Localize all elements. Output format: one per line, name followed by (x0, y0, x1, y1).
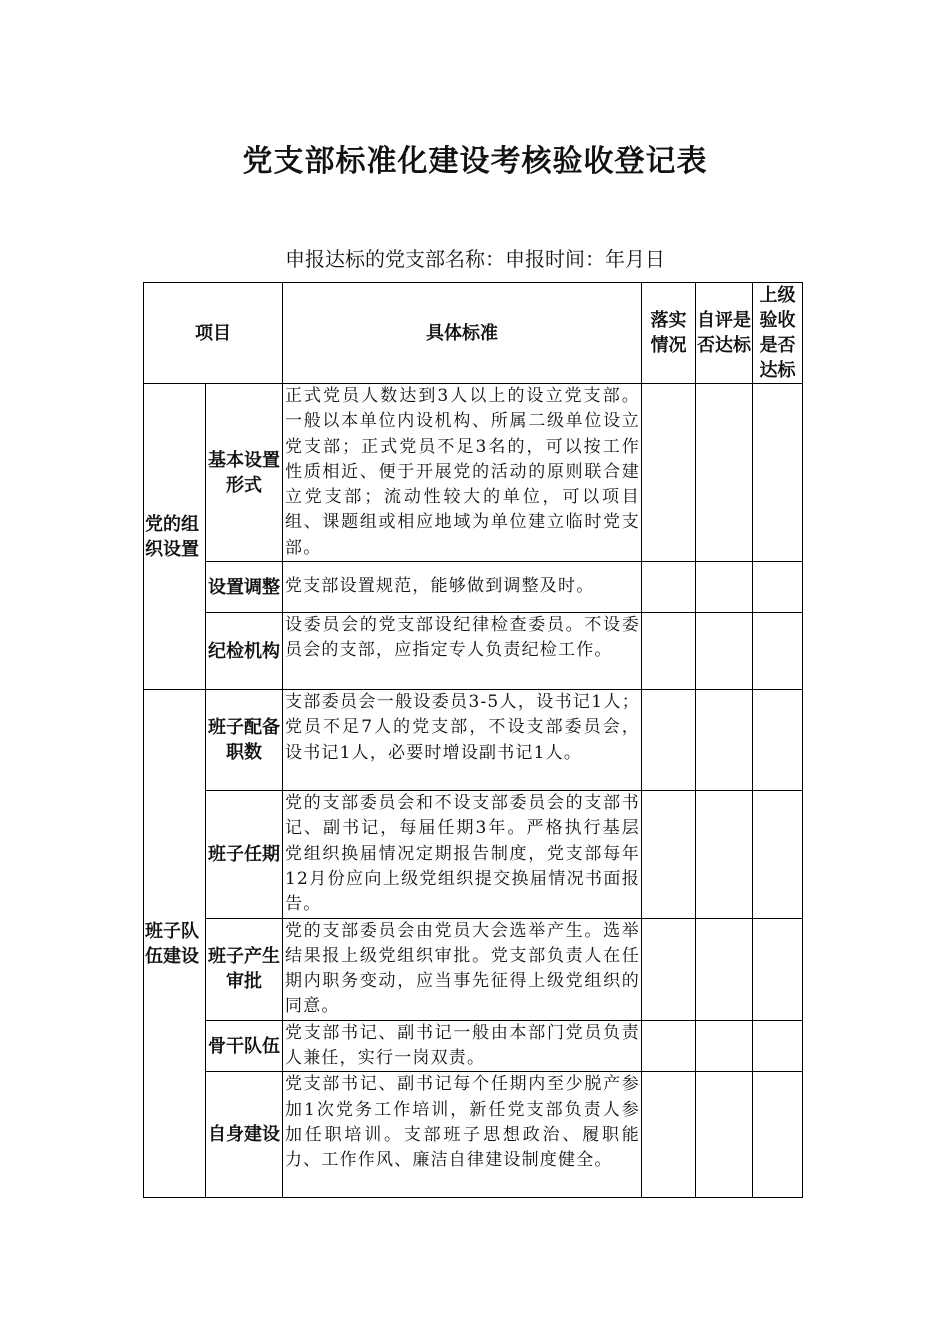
implementation-cell[interactable] (642, 1020, 696, 1072)
superior-check-cell[interactable] (753, 1072, 803, 1198)
assessment-table (143, 282, 803, 1198)
table-row (144, 1020, 803, 1072)
self-eval-cell[interactable] (696, 562, 753, 613)
standard-cell: 支部委员会一般设委员3-5人，设书记1人；党员不足7人的党支部，不设支部委员会，设书记1人，必要时增设副书记1人。 (283, 690, 642, 791)
subitem-cell: 基本设置形式 (206, 384, 283, 562)
document-subtitle: 申报达标的党支部名称：申报时间：年月日 (285, 247, 665, 271)
self-eval-cell[interactable] (696, 1072, 753, 1198)
superior-check-cell[interactable] (753, 918, 803, 1020)
superior-check-cell[interactable] (753, 562, 803, 613)
standard-cell: 党的支部委员会和不设支部委员会的支部书记、副书记，每届任期3年。严格执行基层党组织换届情况定期报告制度，党支部每年12月份应向上级党组织提交换届情况书面报告。 (283, 791, 642, 918)
superior-check-cell[interactable] (753, 1020, 803, 1072)
implementation-cell[interactable] (642, 791, 696, 918)
self-eval-cell[interactable] (696, 384, 753, 562)
superior-check-cell[interactable] (753, 791, 803, 918)
implementation-cell[interactable] (642, 690, 696, 791)
document-title: 党支部标准化建设考核验收登记表 (242, 144, 708, 179)
standard-cell: 党的支部委员会由党员大会选举产生。选举结果报上级党组织审批。党支部负责人在任期内职务变动，应当事先征得上级党组织的同意。 (283, 918, 642, 1020)
subitem-cell: 纪检机构 (206, 613, 283, 690)
superior-check-cell[interactable] (753, 690, 803, 791)
implementation-cell[interactable] (642, 562, 696, 613)
category-cell: 党的组织设置 (144, 384, 206, 690)
subitem-cell: 自身建设 (206, 1072, 283, 1198)
table-row (144, 690, 803, 791)
subitem-cell: 骨干队伍 (206, 1020, 283, 1072)
table-row (144, 384, 803, 562)
self-eval-cell[interactable] (696, 690, 753, 791)
standard-cell: 设委员会的党支部设纪律检查委员。不设委员会的支部，应指定专人负责纪检工作。 (283, 613, 642, 690)
standard-cell: 正式党员人数达到3人以上的设立党支部。一般以本单位内设机构、所属二级单位设立党支部；正式党员不足3名的，可以按工作性质相近、便于开展党的活动的原则联合建立党支部；流动性较大的单位，可以项目组、课题组或相应地域为单位建立临时党支部。 (283, 384, 642, 562)
header-self-eval: 自评是否达标 (696, 283, 753, 384)
subitem-cell: 班子产生审批 (206, 918, 283, 1020)
header-item: 项目 (144, 283, 283, 384)
category-cell: 班子队伍建设 (144, 690, 206, 1198)
self-eval-cell[interactable] (696, 791, 753, 918)
standard-cell: 党支部书记、副书记一般由本部门党员负责人兼任，实行一岗双责。 (283, 1020, 642, 1072)
subitem-cell: 班子任期 (206, 791, 283, 918)
table-row (144, 791, 803, 918)
self-eval-cell[interactable] (696, 1020, 753, 1072)
implementation-cell[interactable] (642, 918, 696, 1020)
implementation-cell[interactable] (642, 384, 696, 562)
standard-cell: 党支部书记、副书记每个任期内至少脱产参加1次党务工作培训，新任党支部负责人参加任职培训。支部班子思想政治、履职能力、工作作风、廉洁自律建设制度健全。 (283, 1072, 642, 1198)
table-row (144, 562, 803, 613)
subitem-cell: 班子配备职数 (206, 690, 283, 791)
table-header-row (144, 283, 803, 384)
superior-check-cell[interactable] (753, 613, 803, 690)
implementation-cell[interactable] (642, 613, 696, 690)
self-eval-cell[interactable] (696, 613, 753, 690)
subitem-cell: 设置调整 (206, 562, 283, 613)
standard-cell: 党支部设置规范，能够做到调整及时。 (283, 562, 642, 613)
table-row (144, 1072, 803, 1198)
header-implementation: 落实情况 (642, 283, 696, 384)
table-row (144, 613, 803, 690)
table-row (144, 918, 803, 1020)
header-superior-check: 上级验收是否达标 (753, 283, 803, 384)
implementation-cell[interactable] (642, 1072, 696, 1198)
self-eval-cell[interactable] (696, 918, 753, 1020)
superior-check-cell[interactable] (753, 384, 803, 562)
header-standard: 具体标准 (283, 283, 642, 384)
